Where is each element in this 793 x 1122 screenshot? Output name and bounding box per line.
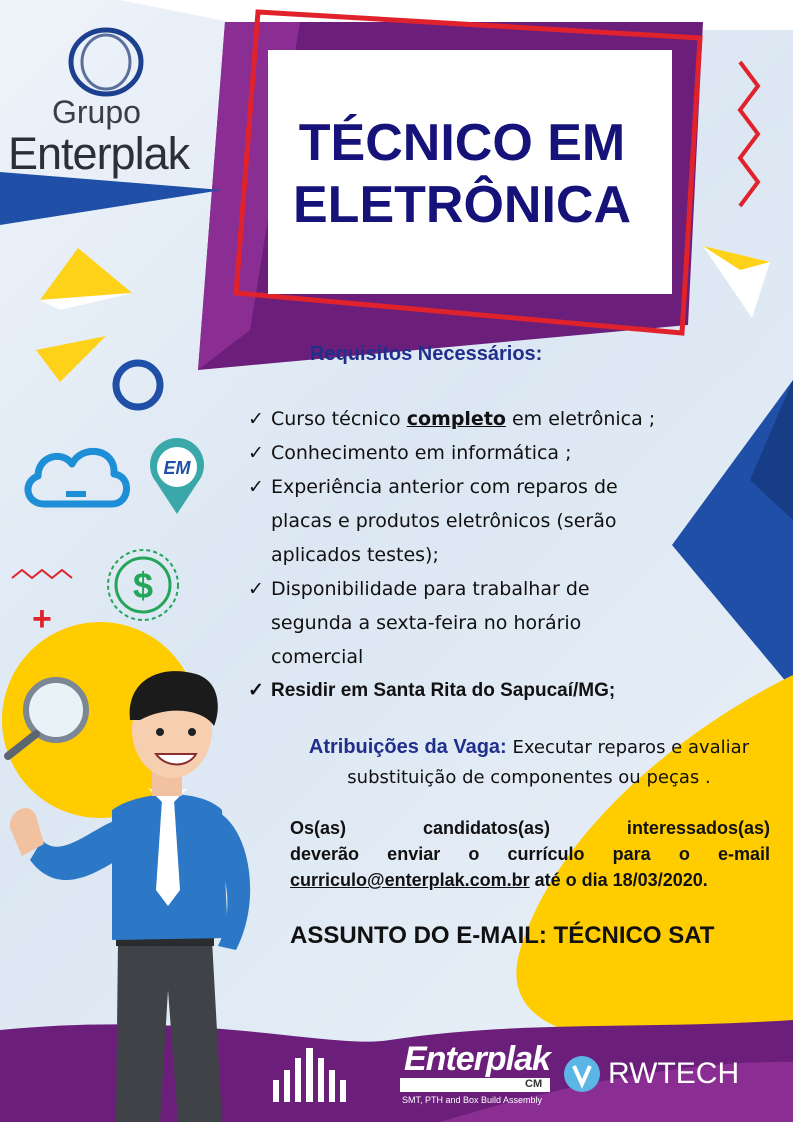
plus-icon: + xyxy=(32,600,52,638)
zigzag-right xyxy=(740,62,758,206)
job-title-line2: ELETRÔNICA xyxy=(293,176,631,234)
attributions-label: Atribuições da Vaga: xyxy=(308,736,507,758)
requirement-course-post: em eletrônica ; xyxy=(505,408,656,430)
requirement-computing-text: Conhecimento em informática ; xyxy=(271,442,572,464)
requirement-residence-text: Residir em Santa Rita do Sapucaí/MG; xyxy=(271,680,616,701)
em-badge-text: EM xyxy=(163,458,191,478)
requirement-availability xyxy=(248,572,668,674)
rwtech-logo-icon xyxy=(562,1054,602,1094)
email-link[interactable]: curriculo@enterplak.com.br xyxy=(290,870,530,890)
blue-ring xyxy=(116,363,160,407)
requirements-list xyxy=(248,402,668,708)
yellow-triangle-2 xyxy=(36,336,106,382)
instructions-line2: deverão enviar o currículo para o e-mail xyxy=(290,844,770,864)
attributions xyxy=(294,732,764,793)
requirement-experience-text: Experiência anterior com reparos de placas e produtos eletrônicos (serão aplicados testes); xyxy=(271,476,618,566)
rwtech-logo-text: RWTECH xyxy=(608,1057,740,1090)
requirement-availability-text: Disponibilidade para trabalhar de segunda a sexta-feira no horário comercial xyxy=(271,578,590,668)
requirement-course-bold: completo xyxy=(406,408,506,430)
zigzag-left xyxy=(12,570,72,578)
job-title xyxy=(282,112,642,236)
email-subject: ASSUNTO DO E-MAIL: TÉCNICO SAT xyxy=(290,922,715,949)
requirement-residence xyxy=(248,674,668,708)
logo-enterplak-text: Enterplak xyxy=(8,128,190,179)
requirement-course-pre: Curso técnico xyxy=(271,408,407,430)
instructions-line3 xyxy=(290,867,770,893)
check-icon: ✓ xyxy=(248,442,264,464)
deadline-text: até o dia 18/03/2020. xyxy=(529,870,708,890)
cloud-sync-icon xyxy=(16,438,136,516)
footer-enterplak-logo: Enterplak xyxy=(404,1040,550,1078)
requirements-heading: Requisitos Necessários: xyxy=(310,343,543,365)
application-instructions xyxy=(290,815,770,893)
check-icon: ✓ xyxy=(248,578,264,600)
check-icon: ✓ xyxy=(248,408,264,430)
footer-tagline: SMT, PTH and Box Build Assembly xyxy=(402,1095,543,1105)
logo-grupo-text: Grupo xyxy=(52,94,141,130)
dollar-icon xyxy=(104,546,182,624)
check-icon: ✓ xyxy=(248,680,264,701)
logo-ring-icon xyxy=(66,26,146,98)
footer-cm-text: CM xyxy=(525,1078,543,1090)
attributions-text: Executar reparos e avaliar substituição de componentes ou peças . xyxy=(347,737,750,788)
em-location-pin-icon xyxy=(148,438,206,516)
requirement-course xyxy=(248,402,668,436)
requirement-experience xyxy=(248,470,668,572)
check-icon: ✓ xyxy=(248,476,264,498)
requirement-computing xyxy=(248,436,668,470)
instructions-line1: Os(as) candidatos(as) interessados(as) xyxy=(290,818,770,838)
dollar-sign: $ xyxy=(132,565,154,606)
yellow-triangle-1 xyxy=(40,248,132,300)
job-title-line1: TÉCNICO EM xyxy=(298,114,626,172)
person-illustration xyxy=(0,660,300,1122)
